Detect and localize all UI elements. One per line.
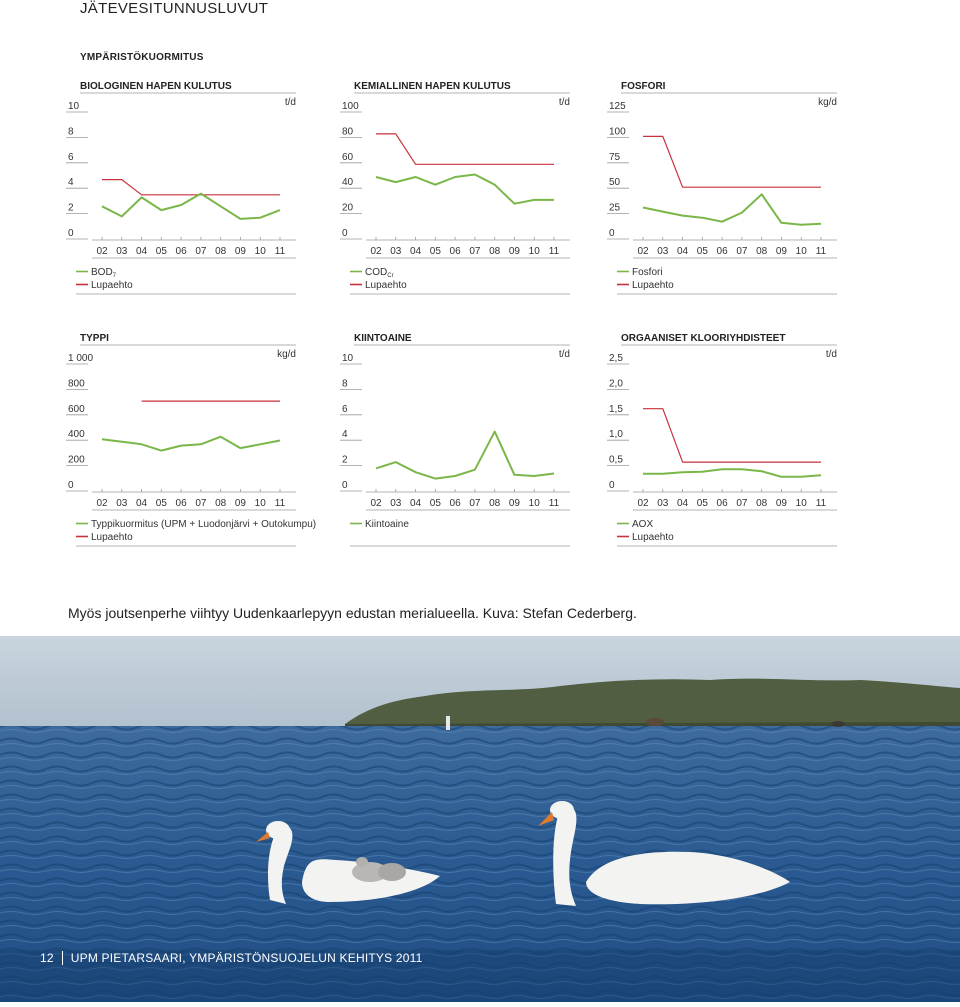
legend-label: AOX: [632, 519, 654, 530]
y-tick-label: 0: [342, 480, 348, 491]
y-tick-label: 8: [342, 378, 348, 390]
y-tick-label: 1 000: [68, 353, 94, 364]
series-line-measured: [102, 194, 280, 219]
series-line-lupaehto: [643, 136, 821, 187]
x-tick-label: 07: [736, 246, 748, 257]
x-tick-label: 06: [716, 246, 728, 257]
chart-kiintoaine: [340, 328, 572, 550]
x-tick-label: 03: [390, 498, 402, 509]
x-tick-label: 04: [135, 498, 148, 509]
unit-label: t/d: [284, 97, 296, 108]
chart-title: BIOLOGINEN HAPEN KULUTUS: [80, 81, 232, 92]
x-tick-label: 11: [548, 246, 560, 257]
x-tick-label: 04: [409, 246, 422, 257]
x-tick-label: 10: [528, 246, 540, 257]
series-line-measured: [102, 437, 280, 451]
x-tick-label: 07: [736, 498, 748, 509]
legend-label: Lupaehto: [365, 280, 407, 291]
legend-label: $COD_{Cr}$: [365, 267, 394, 279]
y-tick-label: 60: [342, 151, 354, 163]
y-tick-label: 600: [68, 403, 85, 415]
x-tick-label: 07: [469, 246, 481, 257]
x-tick-label: 06: [175, 246, 187, 257]
x-tick-label: 04: [676, 498, 689, 509]
y-tick-label: 4: [342, 429, 348, 441]
x-tick-label: 11: [815, 498, 827, 509]
chart-cod: [340, 76, 572, 298]
y-tick-label: 2,0: [609, 378, 623, 390]
y-tick-label: 25: [609, 202, 621, 214]
chart-fosfori: [607, 76, 839, 298]
y-tick-label: 75: [609, 151, 621, 163]
photo-caption: Myös joutsenperhe viihtyy Uudenkaarlepyyn edustan merialueella. Kuva: Stefan Cederberg.: [68, 605, 637, 621]
y-tick-label: 10: [68, 101, 80, 112]
y-tick-label: 6: [68, 151, 74, 163]
y-tick-label: 0: [68, 480, 74, 491]
chart-svg: [607, 76, 839, 298]
x-tick-label: 11: [274, 498, 286, 509]
x-tick-label: 10: [254, 498, 266, 509]
x-tick-label: 07: [195, 246, 207, 257]
unit-label: kg/d: [818, 97, 837, 108]
x-tick-label: 09: [775, 246, 788, 257]
unit-label: t/d: [558, 97, 570, 108]
y-tick-label: 8: [68, 126, 74, 138]
y-tick-label: 0: [68, 228, 74, 239]
legend-label: $BOD_7$: [91, 267, 117, 279]
chart-aox: [607, 328, 839, 550]
chart-svg: [340, 328, 572, 550]
x-tick-label: 03: [657, 498, 669, 509]
x-tick-label: 06: [716, 498, 728, 509]
legend-label: Fosfori: [632, 267, 663, 278]
x-tick-label: 10: [795, 246, 807, 257]
x-tick-label: 08: [489, 246, 501, 257]
x-tick-label: 11: [548, 498, 560, 509]
y-tick-label: 800: [68, 378, 85, 390]
x-tick-label: 05: [155, 246, 167, 257]
y-tick-label: 2: [68, 202, 74, 214]
x-tick-label: 10: [254, 246, 266, 257]
unit-label: kg/d: [277, 349, 296, 360]
series-line-measured: [643, 194, 821, 225]
series-line-lupaehto: [376, 134, 554, 164]
legend-label: Lupaehto: [632, 280, 674, 291]
series-line-measured: [643, 469, 821, 477]
x-tick-label: 03: [116, 498, 128, 509]
y-tick-label: 4: [68, 177, 74, 189]
y-tick-label: 400: [68, 429, 85, 441]
x-tick-label: 04: [409, 498, 422, 509]
x-tick-label: 05: [429, 498, 441, 509]
chart-bod: [66, 76, 298, 298]
chart-title: FOSFORI: [621, 81, 666, 92]
x-tick-label: 09: [234, 498, 247, 509]
y-tick-label: 200: [68, 454, 85, 466]
x-tick-label: 08: [215, 246, 227, 257]
unit-label: t/d: [558, 349, 570, 360]
chart-title: KIINTOAINE: [354, 333, 412, 344]
page-title: JÄTEVESITUNNUSLUVUT: [80, 0, 269, 17]
y-tick-label: 0: [609, 228, 615, 239]
x-tick-label: 08: [756, 246, 768, 257]
y-tick-label: 6: [342, 403, 348, 415]
x-tick-label: 02: [370, 246, 382, 257]
x-tick-label: 09: [508, 498, 521, 509]
x-tick-label: 02: [637, 246, 649, 257]
y-tick-label: 1,0: [609, 429, 623, 441]
x-tick-label: 02: [96, 498, 108, 509]
x-tick-label: 03: [390, 246, 402, 257]
y-tick-label: 80: [342, 126, 354, 138]
series-line-measured: [376, 175, 554, 204]
chart-svg: [66, 328, 317, 550]
x-tick-label: 05: [696, 498, 708, 509]
x-tick-label: 06: [449, 498, 461, 509]
chart-svg: [607, 328, 839, 550]
series-line-lupaehto: [102, 180, 280, 195]
x-tick-label: 09: [508, 246, 521, 257]
x-tick-label: 07: [469, 498, 481, 509]
page-footer: [40, 951, 422, 965]
y-tick-label: 100: [609, 126, 626, 138]
series-line-measured: [376, 432, 554, 479]
y-tick-label: 125: [609, 101, 626, 112]
footer-text: UPM PIETARSAARI, YMPÄRISTÖNSUOJELUN KEHITYS 2011: [70, 951, 423, 965]
y-tick-label: 0: [609, 480, 615, 491]
x-tick-label: 08: [756, 498, 768, 509]
x-tick-label: 05: [429, 246, 441, 257]
x-tick-label: 06: [175, 498, 187, 509]
unit-label: t/d: [825, 349, 837, 360]
section-title: YMPÄRISTÖKUORMITUS: [80, 52, 204, 63]
x-tick-label: 10: [528, 498, 540, 509]
page-number: 12: [40, 951, 63, 965]
legend-label: Kiintoaine: [365, 519, 409, 530]
chart-typpi: [66, 328, 317, 550]
x-tick-label: 04: [135, 246, 148, 257]
y-tick-label: 2,5: [609, 353, 623, 364]
x-tick-label: 07: [195, 498, 207, 509]
chart-svg: [340, 76, 572, 298]
legend-label: Lupaehto: [91, 532, 133, 543]
legend-subscript: Cr: [387, 273, 394, 279]
chart-title: KEMIALLINEN HAPEN KULUTUS: [354, 81, 511, 92]
y-tick-label: 0,5: [609, 454, 623, 466]
series-line-lupaehto: [643, 409, 821, 462]
x-tick-label: 11: [274, 246, 286, 257]
x-tick-label: 11: [815, 246, 827, 257]
legend-label: Lupaehto: [91, 280, 133, 291]
x-tick-label: 09: [775, 498, 788, 509]
x-tick-label: 08: [489, 498, 501, 509]
x-tick-label: 05: [155, 498, 167, 509]
y-tick-label: 20: [342, 202, 354, 214]
y-tick-label: 0: [342, 228, 348, 239]
x-tick-label: 02: [96, 246, 108, 257]
y-tick-label: 100: [342, 101, 359, 112]
x-tick-label: 09: [234, 246, 247, 257]
chart-title: TYPPI: [80, 333, 109, 344]
x-tick-label: 03: [116, 246, 128, 257]
x-tick-label: 04: [676, 246, 689, 257]
chart-title: ORGAANISET KLOORIYHDISTEET: [621, 333, 786, 344]
y-tick-label: 10: [342, 353, 354, 364]
x-tick-label: 08: [215, 498, 227, 509]
x-tick-label: 05: [696, 246, 708, 257]
swan-photo: [0, 636, 960, 1002]
y-tick-label: 1,5: [609, 403, 623, 415]
y-tick-label: 50: [609, 177, 621, 189]
x-tick-label: 02: [370, 498, 382, 509]
x-tick-label: 03: [657, 246, 669, 257]
y-tick-label: 40: [342, 177, 354, 189]
y-tick-label: 2: [342, 454, 348, 466]
legend-label: Typpikuormitus (UPM + Luodonjärvi + Outokumpu): [91, 519, 317, 530]
x-tick-label: 06: [449, 246, 461, 257]
x-tick-label: 02: [637, 498, 649, 509]
chart-svg: [66, 76, 298, 298]
legend-subscript: 7: [112, 273, 117, 279]
x-tick-label: 10: [795, 498, 807, 509]
legend-label: Lupaehto: [632, 532, 674, 543]
